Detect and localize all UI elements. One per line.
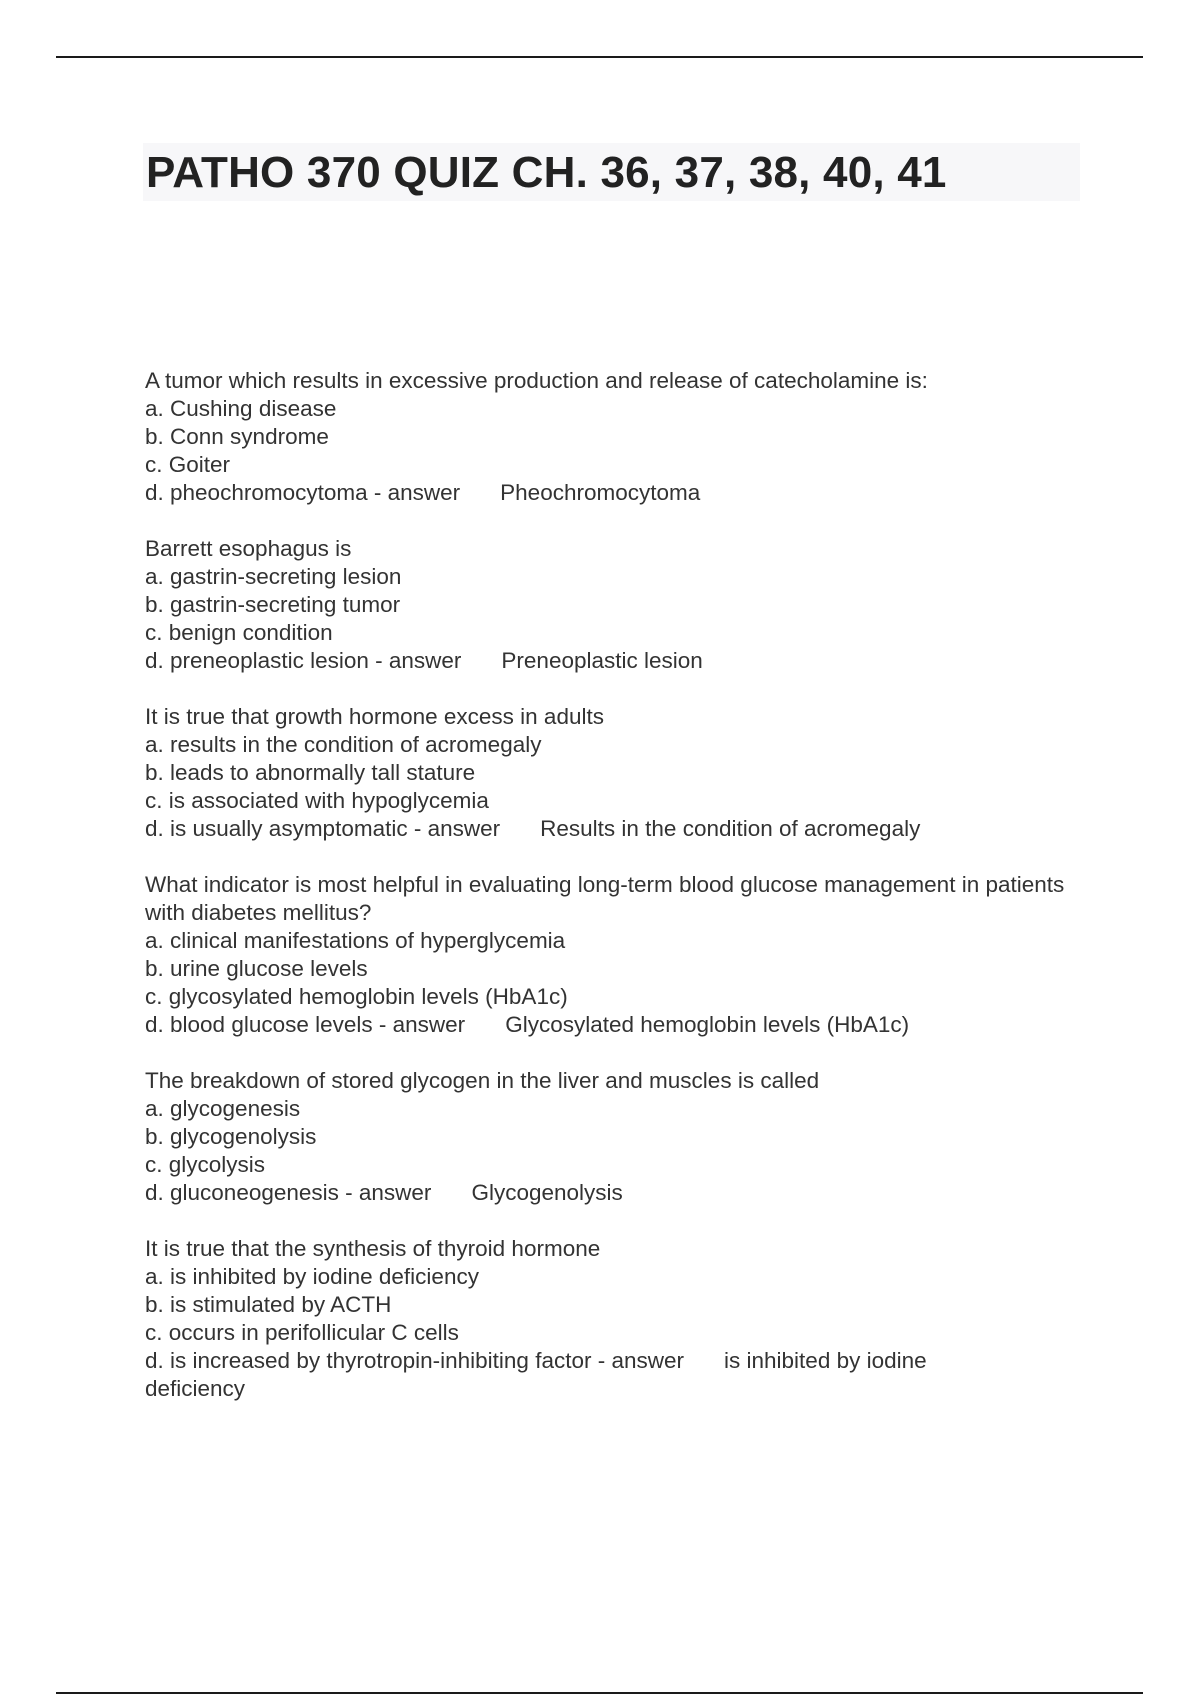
option-a: a. is inhibited by iodine deficiency [145,1264,479,1289]
question-5 [145,1067,1065,1207]
option-d-row [145,479,1065,507]
option-d: d. preneoplastic lesion - answer [145,648,462,673]
option-a: a. results in the condition of acromegaly [145,732,542,757]
question-stem: It is true that growth hormone excess in adults [145,704,604,729]
option-a: a. clinical manifestations of hyperglycemia [145,928,566,953]
answer-continuation: deficiency [145,1376,246,1401]
option-d: d. gluconeogenesis - answer [145,1180,432,1205]
option-b: b. Conn syndrome [145,424,329,449]
answer-text: Preneoplastic lesion [501,648,703,673]
option-c: c. is associated with hypoglycemia [145,788,489,813]
question-6 [145,1235,1065,1403]
option-c: c. occurs in perifollicular C cells [145,1320,459,1345]
question-stem: The breakdown of stored glycogen in the liver and muscles is called [145,1068,820,1093]
option-c: c. glycosylated hemoglobin levels (HbA1c) [145,984,568,1009]
question-3 [145,703,1065,843]
option-d: d. blood glucose levels - answer [145,1012,466,1037]
option-c: c. benign condition [145,620,333,645]
option-a: a. Cushing disease [145,396,337,421]
question-stem: What indicator is most helpful in evaluating long-term blood glucose management in patients with diabetes mellitus? [145,872,1065,925]
question-stem: It is true that the synthesis of thyroid hormone [145,1236,601,1261]
option-d-row [145,1347,1065,1375]
question-2 [145,535,1065,675]
option-b: b. leads to abnormally tall stature [145,760,476,785]
option-c: c. glycolysis [145,1152,266,1177]
option-d-row [145,1011,1065,1039]
answer-text: Results in the condition of acromegaly [540,816,921,841]
option-d-row [145,1179,1065,1207]
bottom-divider [56,1692,1143,1694]
option-a: a. glycogenesis [145,1096,301,1121]
option-d: d. is usually asymptomatic - answer [145,816,501,841]
option-d: d. is increased by thyrotropin-inhibiting factor - answer [145,1348,685,1373]
option-c: c. Goiter [145,452,231,477]
answer-text: is inhibited by iodine [724,1348,927,1373]
option-d-row [145,647,1065,675]
option-b: b. is stimulated by ACTH [145,1292,392,1317]
answer-text: Pheochromocytoma [500,480,701,505]
option-a: a. gastrin-secreting lesion [145,564,402,589]
option-d: d. pheochromocytoma - answer [145,480,461,505]
option-b: b. gastrin-secreting tumor [145,592,401,617]
question-1 [145,367,1065,507]
question-stem: A tumor which results in excessive production and release of catecholamine is: [145,368,928,393]
page-title: PATHO 370 QUIZ CH. 36, 37, 38, 40, 41 [146,148,947,197]
question-4 [145,871,1065,1039]
quiz-content [145,367,1065,1431]
option-b: b. glycogenolysis [145,1124,317,1149]
question-stem: Barrett esophagus is [145,536,352,561]
option-b: b. urine glucose levels [145,956,368,981]
option-d-row [145,815,1065,843]
top-divider [56,56,1143,58]
answer-text: Glycosylated hemoglobin levels (HbA1c) [505,1012,910,1037]
answer-text: Glycogenolysis [471,1180,623,1205]
